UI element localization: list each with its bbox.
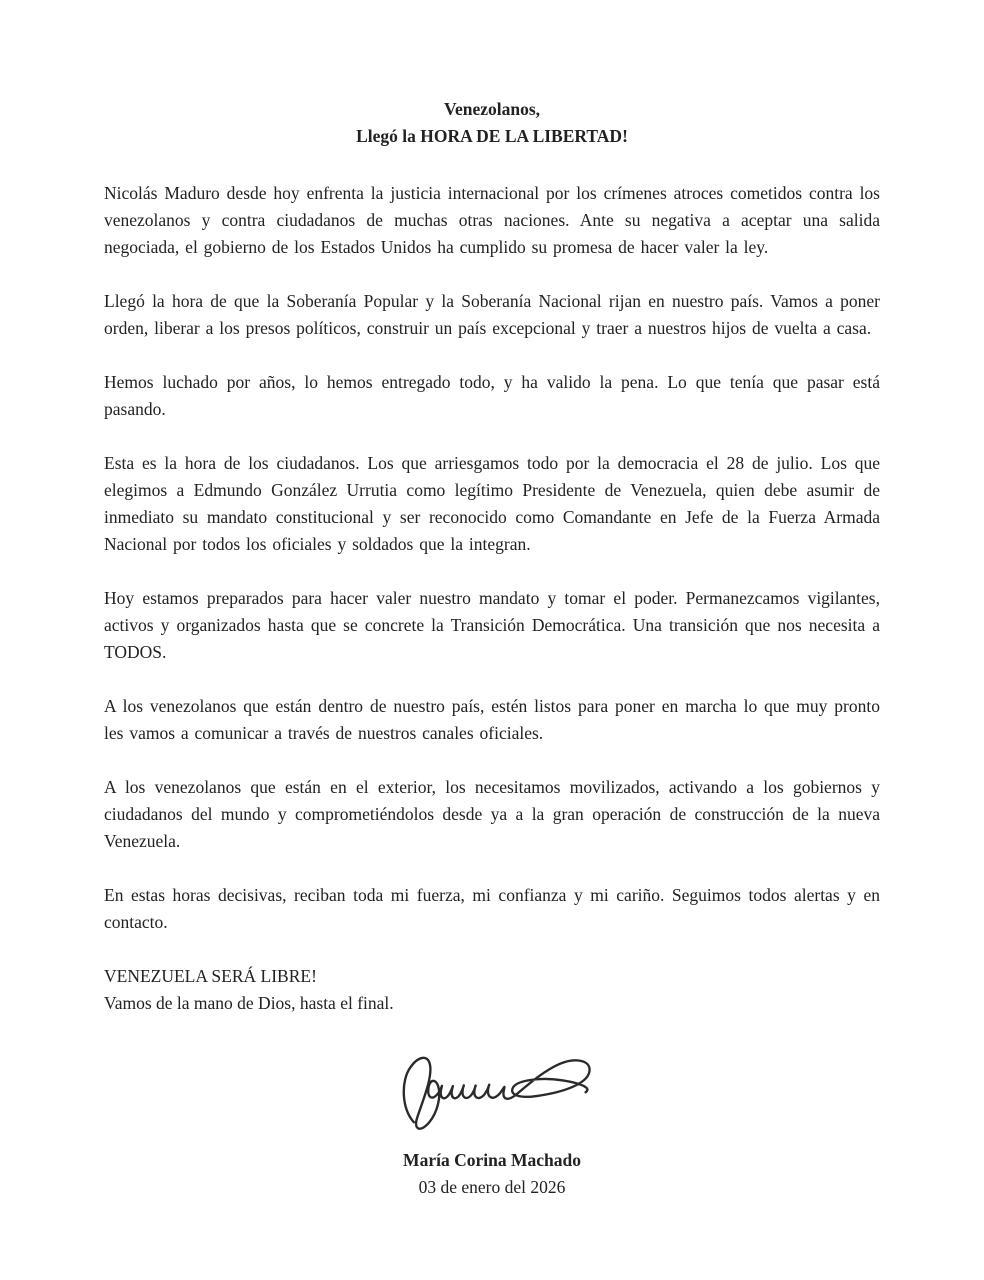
signoff-name: María Corina Machado: [403, 1150, 581, 1170]
letter-closing: [104, 963, 880, 1017]
handwritten-signature-icon: [377, 1035, 607, 1135]
letter-paragraph-4: Esta es la hora de los ciudadanos. Los que arriesgamos todo por la democracia el 28 de julio. Los que elegimos a Edmundo González Urrutia como legítimo Presidente de Venezuela, quien debe asumir de inmediato su mandato constitucional y ser reconocido como Comandante en Jefe de la Fuerza Armada Nacional por todos los oficiales y soldados que la integran.: [104, 453, 880, 554]
signature-image: [104, 1035, 880, 1141]
letter-paragraph-3: Hemos luchado por años, lo hemos entregado todo, y ha valido la pena. Lo que tenía que pasar está pasando.: [104, 372, 880, 419]
letter-paragraph-6: A los venezolanos que están dentro de nuestro país, estén listos para poner en marcha lo que muy pronto les vamos a comunicar a través de nuestros canales oficiales.: [104, 696, 880, 743]
letter-paragraph-2: Llegó la hora de que la Soberanía Popular y la Soberanía Nacional rijan en nuestro país. Vamos a poner orden, liberar a los presos políticos, construir un país excepcional y traer a nuestros hijos de vuelta a casa.: [104, 291, 880, 338]
letter-title-line2: Llegó la HORA DE LA LIBERTAD!: [356, 126, 628, 146]
letter-paragraph-1: Nicolás Maduro desde hoy enfrenta la justicia internacional por los crímenes atroces cometidos contra los venezolanos y contra ciudadanos de muchas otras naciones. Ante su negativa a aceptar una salida negociada, el gobierno de los Estados Unidos ha cumplido su promesa de hacer valer la ley.: [104, 183, 880, 257]
signoff-date: 03 de enero del 2026: [418, 1177, 566, 1197]
letter-title-line1: Venezolanos,: [443, 99, 541, 119]
letter-closing-line1: VENEZUELA SERÁ LIBRE!: [104, 966, 317, 986]
letter-paragraph-8: En estas horas decisivas, reciban toda mi fuerza, mi confianza y mi cariño. Seguimos todos alertas y en contacto.: [104, 885, 880, 932]
letter-title: [104, 96, 880, 150]
signoff: [104, 1147, 880, 1201]
letter-paragraph-5: Hoy estamos preparados para hacer valer nuestro mandato y tomar el poder. Permanezcamos vigilantes, activos y organizados hasta que se concrete la Transición Democrática. Una transición que nos necesita a TODOS.: [104, 588, 880, 662]
letter-closing-line2: Vamos de la mano de Dios, hasta el final.: [104, 993, 394, 1013]
letter-paragraph-7: A los venezolanos que están en el exterior, los necesitamos movilizados, activando a los gobiernos y ciudadanos del mundo y comprometiéndolos desde ya a la gran operación de construcción de la nueva Venezuela.: [104, 777, 880, 851]
